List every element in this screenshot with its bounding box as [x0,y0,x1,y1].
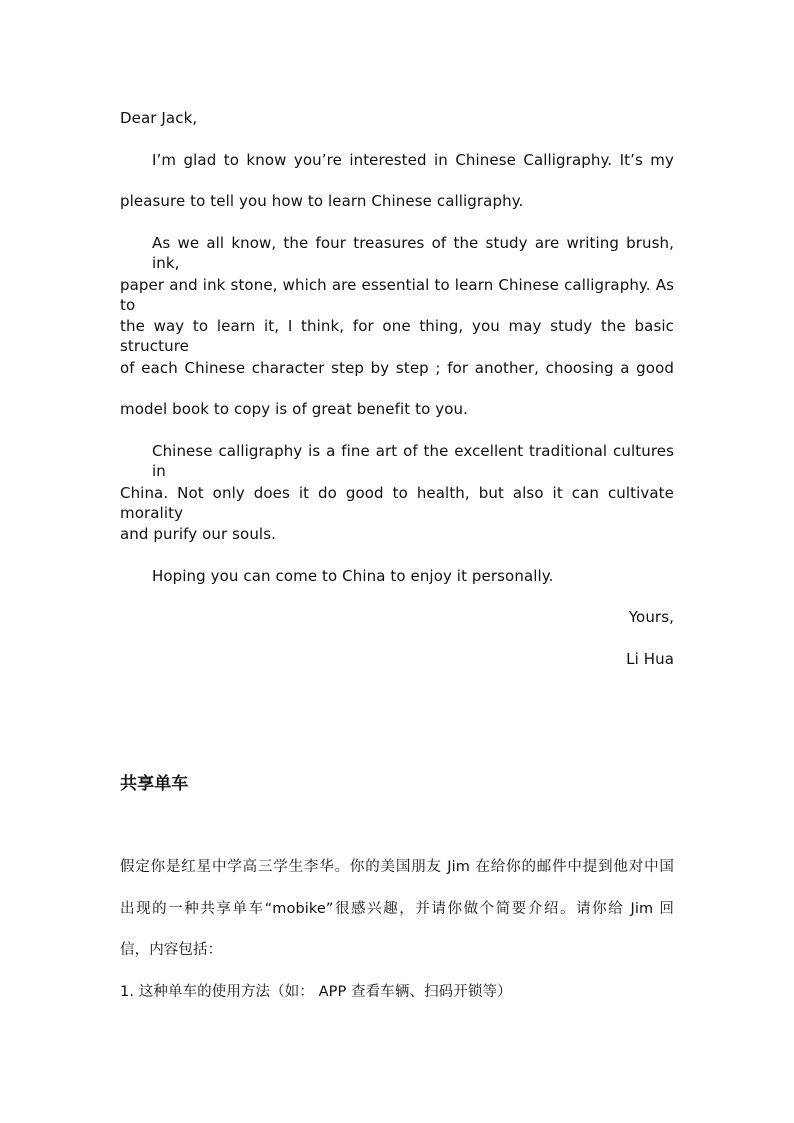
section-title: 共享单车 [120,774,189,794]
letter-closing: Yours, [628,608,674,626]
prompt-line-1: 假定你是红星中学高三学生李华。你的美国朋友 Jim 在给你的邮件中提到他对中国 [120,859,674,875]
letter-paragraph-2-line-4: of each Chinese character step by step ; for another, choosing a good [120,359,674,377]
letter-greeting: Dear Jack, [120,109,198,127]
letter-signature: Li Hua [626,650,674,668]
letter-paragraph-3-line-3: and purify our souls. [120,525,276,543]
requirement-item-1: 1. 这种单车的使用方法（如： APP 查看车辆、扫码开锁等） [120,984,512,1000]
prompt-line-2: 出现的一种共享单车“mobike”很感兴趣，并请你做个简要介绍。请你给 Jim 回 [120,901,674,917]
document-page [120,0,674,1123]
letter-paragraph-2-line-3: the way to learn it, I think, for one thing, you may study the basic structure [120,317,674,355]
letter-paragraph-2-line-2: paper and ink stone, which are essential to learn Chinese calligraphy. As to [120,276,674,314]
letter-paragraph-2-line-1: As we all know, the four treasures of the study are writing brush, ink, [152,234,674,272]
letter-paragraph-3-line-2: China. Not only does it do good to health, but also it can cultivate morality [120,484,674,522]
letter-paragraph-3-line-1: Chinese calligraphy is a fine art of the excellent traditional cultures in [152,442,674,480]
letter-paragraph-1-line-1: I’m glad to know you’re interested in Chinese Calligraphy. It’s my [152,151,674,169]
letter-paragraph-4-line-1: Hoping you can come to China to enjoy it personally. [152,567,554,585]
letter-paragraph-2-line-5: model book to copy is of great benefit to you. [120,400,468,418]
letter-paragraph-1-line-2: pleasure to tell you how to learn Chinese calligraphy. [120,192,524,210]
prompt-line-3: 信，内容包括： [120,942,223,958]
